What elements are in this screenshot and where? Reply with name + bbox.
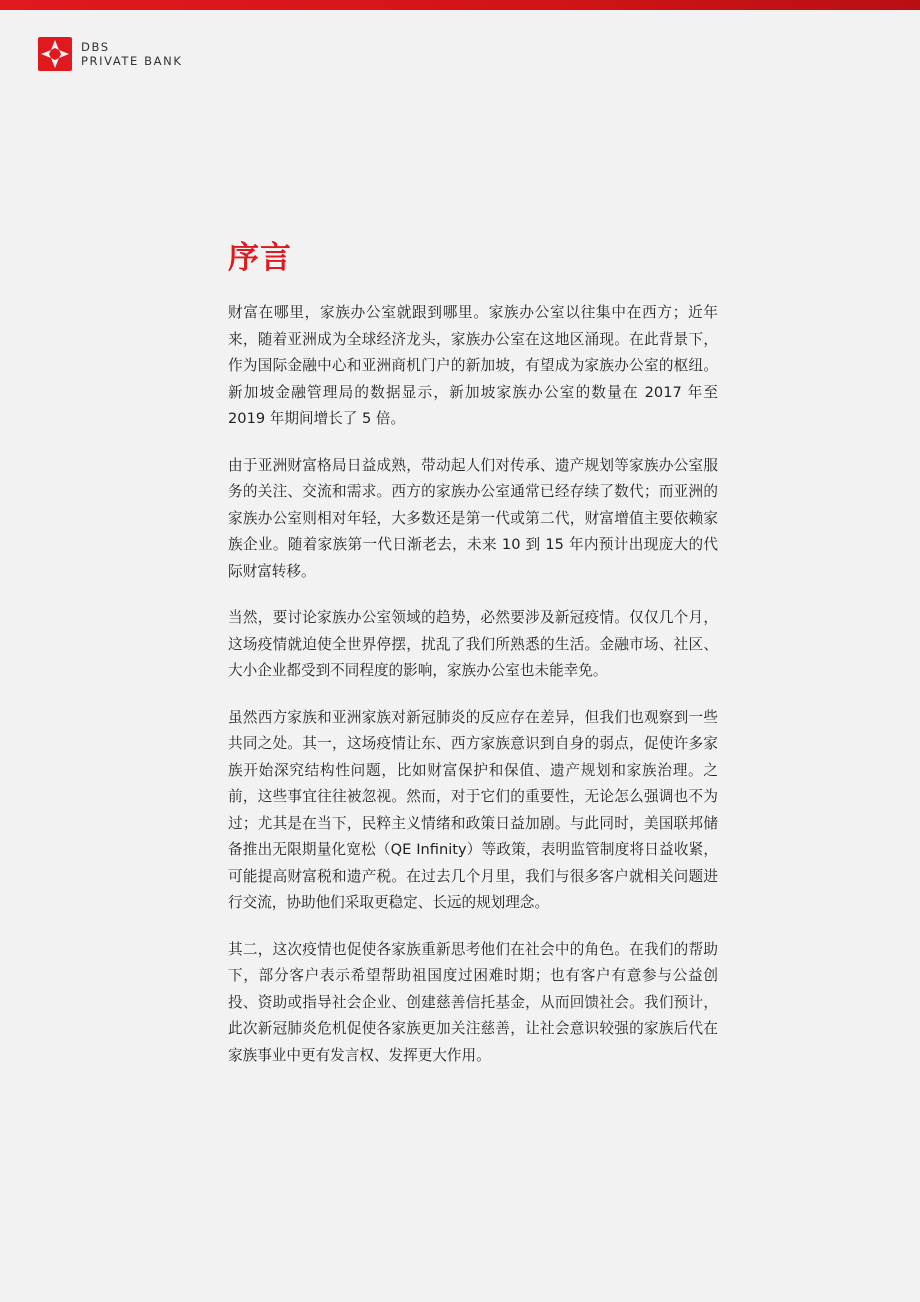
body-text [228, 300, 718, 1089]
dbs-logo [38, 37, 182, 71]
top-accent-bar [0, 0, 920, 10]
page-title: 序言 [228, 240, 292, 276]
paragraph-3: 当然，要讨论家族办公室领域的趋势，必然要涉及新冠疫情。仅仅几个月，这场疫情就迫使全世界停摆，扰乱了我们所熟悉的生活。金融市场、社区、大小企业都受到不同程度的影响，家族办公室也未能幸免。 [228, 609, 718, 679]
paragraph-4: 虽然西方家族和亚洲家族对新冠肺炎的反应存在差异，但我们也观察到一些共同之处。其一，这场疫情让东、西方家族意识到自身的弱点，促使许多家族开始深究结构性问题，比如财富保护和保值、遗产规划和家族治理。之前，这些事宜往往被忽视。然而，对于它们的重要性，无论怎么强调也不为过；尤其是在当下，民粹主义情绪和政策日益加剧。与此同时，美国联邦储备推出无限期量化宽松（QE Infinity）等政策，表明监管制度将日益收紧，可能提高财富税和遗产税。在过去几个月里，我们与很多客户就相关问题进行交流，协助他们采取更稳定、长远的规划理念。 [228, 708, 718, 911]
paragraph-5: 其二，这次疫情也促使各家族重新思考他们在社会中的角色。在我们的帮助下，部分客户表示希望帮助祖国度过困难时期；也有客户有意参与公益创投、资助或指导社会企业、创建慈善信托基金，从而回馈社会。我们预计，此次新冠肺炎危机促使各家族更加关注慈善，让社会意识较强的家族后代在家族事业中更有发言权、发挥更大作用。 [228, 940, 718, 1064]
brand-name-line1: DBS [81, 40, 110, 54]
paragraph-2: 由于亚洲财富格局日益成熟，带动起人们对传承、遗产规划等家族办公室服务的关注、交流和需求。西方的家族办公室通常已经存续了数代；而亚洲的家族办公室则相对年轻，大多数还是第一代或第二代，财富增值主要依赖家族企业。随着家族第一代日渐老去，未来 10 到 15 年内预计出现庞大的代际财富转移。 [228, 456, 718, 580]
brand-wordmark [81, 40, 182, 68]
dbs-star-icon [38, 37, 72, 71]
paragraph-1: 财富在哪里，家族办公室就跟到哪里。家族办公室以往集中在西方；近年来，随着亚洲成为全球经济龙头，家族办公室在这地区涌现。在此背景下，作为国际金融中心和亚洲商机门户的新加坡，有望成为家族办公室的枢纽。新加坡金融管理局的数据显示，新加坡家族办公室的数量在 2017 年至 2019 年期间增长了 5 倍。 [228, 304, 718, 427]
brand-name-line2: PRIVATE BANK [81, 54, 183, 68]
